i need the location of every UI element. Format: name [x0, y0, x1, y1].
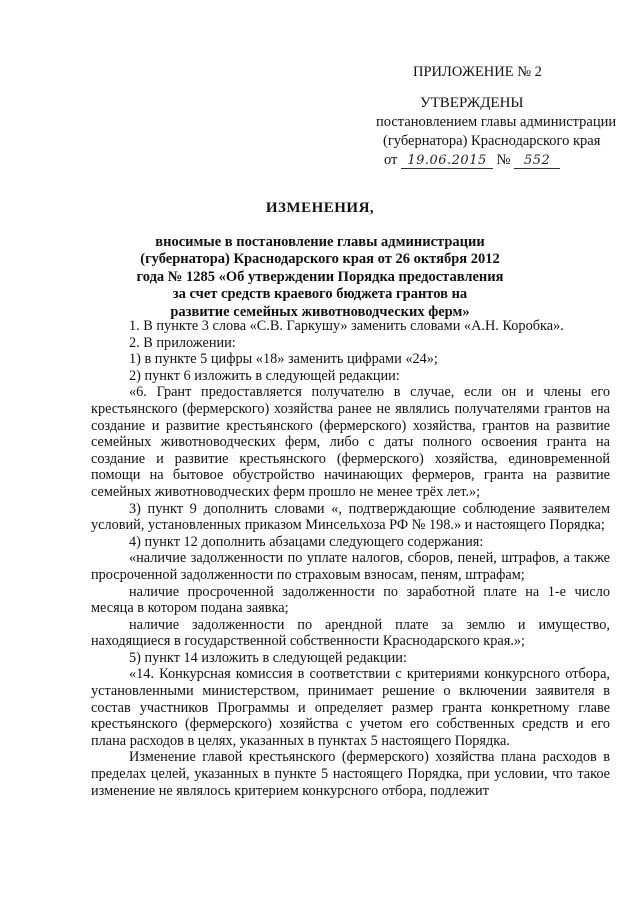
title-line: (губернатора) Краснодарского края от 26 октября 2012 [140, 251, 500, 267]
paragraph-1: 1. В пункте 3 слова «С.В. Гаркушу» заменить словами «А.Н. Коробка». [129, 318, 564, 334]
paragraph-10: наличие задолженности по арендной плате за землю и имущество, находящиеся в государственной собственности Краснодарского края.»; [91, 616, 610, 650]
appendix-header [376, 63, 620, 170]
approval-line-2: (губернатора) Краснодарского края [383, 133, 601, 149]
approval-line-1: постановлением главы администрации [376, 114, 617, 130]
handwritten-number: 552 [514, 154, 560, 169]
title-heading: ИЗМЕНЕНИЯ, [265, 200, 375, 216]
handwritten-date: 19.06.2015 [401, 154, 493, 169]
paragraph-11: 5) пункт 14 изложить в следующей редакции: [129, 649, 407, 666]
document-title [120, 200, 520, 321]
approved-label: УТВЕРЖДЕНЫ [420, 95, 524, 111]
approval-date-line [384, 151, 620, 170]
title-line: вносимые в постановление главы администрации [155, 233, 485, 250]
title-line: за счет средств краевого бюджета грантов на [172, 286, 468, 302]
paragraph-9: наличие просроченной задолженности по заработной плате на 1-е число месяца в котором подана заявка; [91, 583, 610, 617]
paragraph-7: 4) пункт 12 дополнить абзацами следующего содержания: [129, 533, 484, 550]
date-prefix: от [384, 152, 398, 168]
document-body [91, 318, 610, 799]
paragraph-12: «14. Конкурсная комиссия в соответствии с критериями конкурсного отбора, установленными министерством, принимает решение о включении заявителя в состав участников Программы и определяет размер гранта конкретному главе крестьянского (фермерского) хозяйства с учетом его собственных средств и его плана расходов в целях, указанных в пунктах 5 настоящего Порядка. [91, 666, 610, 749]
paragraph-4: 2) пункт 6 изложить в следующей редакции: [129, 367, 400, 384]
appendix-title: ПРИЛОЖЕНИЕ № 2 [413, 64, 542, 80]
title-line: года № 1285 «Об утверждении Порядка предоставления [136, 268, 504, 285]
paragraph-2: 2. В приложении: [129, 334, 236, 351]
paragraph-6: 3) пункт 9 дополнить словами «, подтверждающие соблюдение заявителем условий, установленных приказом Минсельхоза РФ № 198.» и настоящего Порядка; [91, 500, 610, 534]
paragraph-13: Изменение главой крестьянского (фермерского) хозяйства плана расходов в пределах целей, указанных в пункте 5 настоящего Порядка, при условии, что такое изменение не являлось критерием конкурсного отбора, подлежит [91, 749, 610, 799]
paragraph-8: «наличие задолженности по уплате налогов, сборов, пеней, штрафов, а также просроченной задолженности по страховым взносам, пеням, штрафам; [91, 550, 610, 583]
title-line: развитие семейных животноводческих ферм» [170, 303, 470, 320]
paragraph-5: «6. Грант предоставляется получателю в случае, если он и члены его крестьянского (фермерского) хозяйства ранее не являлись получателями грантов на создание и развитие крестьянского (фермерского) хозяйства, грантов на развитие семейных животноводческих ферм, либо с даты полного освоения гранта на создание и развитие крестьянского (фермерского) хозяйства, единовременной помощи на бытовое обустройство начинающих фермеров, гранта на развитие семейных животноводческих ферм прошло не менее трёх лет.»; [91, 384, 610, 500]
paragraph-3: 1) в пункте 5 цифры «18» заменить цифрами «24»; [129, 351, 438, 368]
number-prefix: № [496, 152, 511, 168]
